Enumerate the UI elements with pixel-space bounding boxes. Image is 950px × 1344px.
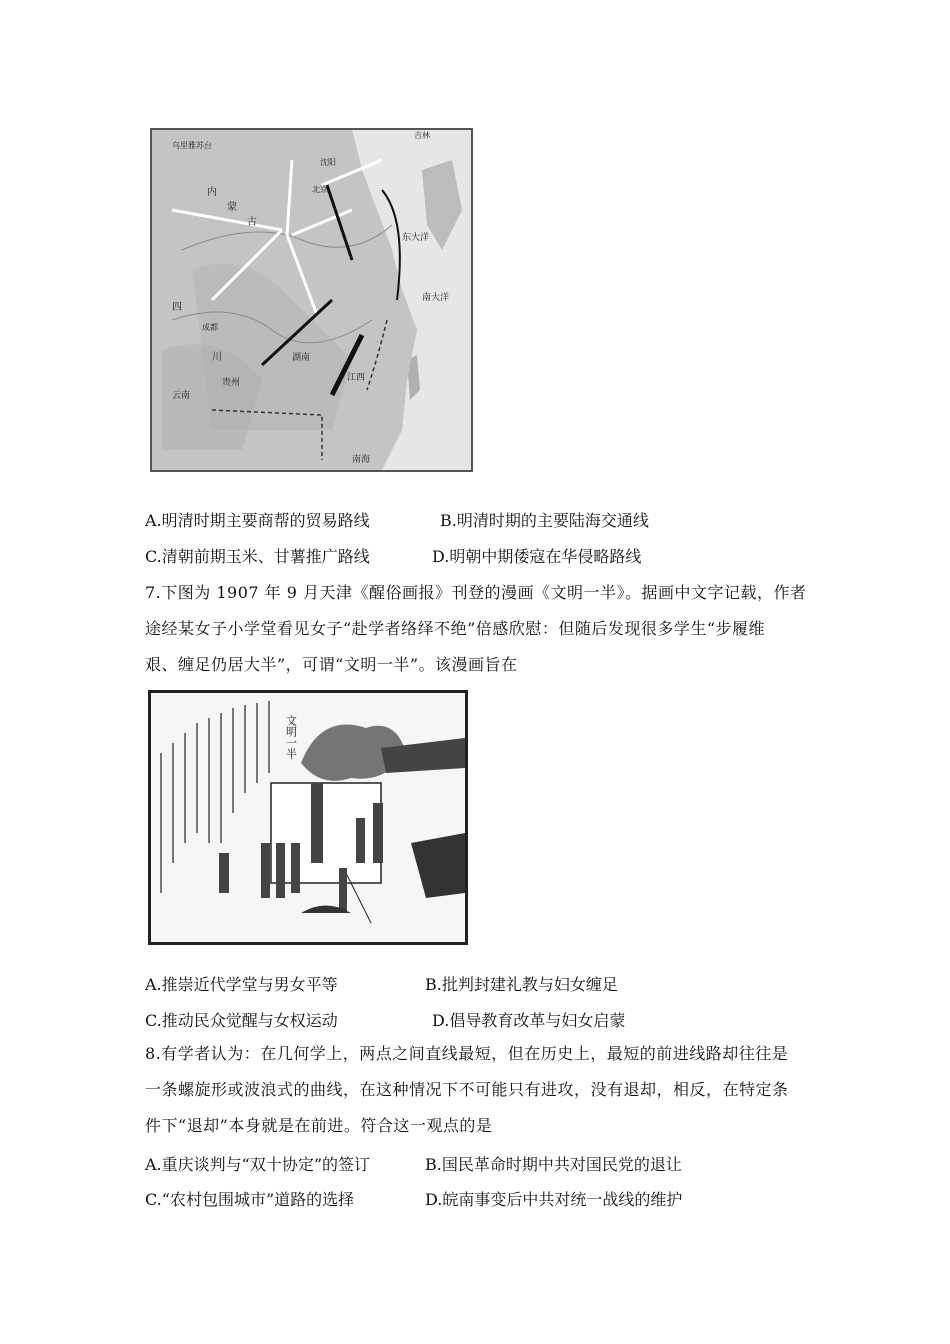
svg-text:四: 四 xyxy=(172,302,182,313)
q7-option-d: D.倡导教育改革与妇女启蒙 xyxy=(432,1011,626,1030)
q8-stem-line-3: 件下“退却”本身就是在前进。符合这一观点的是 xyxy=(145,1116,493,1135)
cartoon-illustration xyxy=(148,690,468,945)
svg-text:吉林: 吉林 xyxy=(414,131,430,140)
map-graphic xyxy=(152,130,471,470)
historical-route-map xyxy=(150,128,473,472)
q6-option-d: D.明朝中期倭寇在华侵略路线 xyxy=(432,547,642,566)
svg-text:成都: 成都 xyxy=(202,323,218,332)
svg-text:云南: 云南 xyxy=(172,391,191,401)
cartoon-graphic xyxy=(151,693,465,942)
q7-stem-line-2: 途经某女子小学堂看见女子“赴学者络绎不绝”倍感欣慰：但随后发现很多学生“步履维 xyxy=(145,619,766,638)
svg-text:北京: 北京 xyxy=(312,185,328,194)
q7-stem-line-3: 艰、缠足仍居大半”，可谓“文明一半”。该漫画旨在 xyxy=(145,655,518,674)
svg-text:沈阳: 沈阳 xyxy=(320,158,336,167)
q8-stem-line-1: 8.有学者认为：在几何学上，两点之间直线最短，但在历史上，最短的前进线路却往往是 xyxy=(145,1044,789,1063)
q7-option-c: C.推动民众觉醒与女权运动 xyxy=(145,1011,338,1030)
svg-text:湖南: 湖南 xyxy=(292,353,311,363)
svg-text:古: 古 xyxy=(247,217,257,228)
q7-option-b: B.批判封建礼教与妇女缠足 xyxy=(425,975,618,994)
cartoon-title: 文明一半 xyxy=(284,715,298,759)
q8-stem-line-2: 一条螺旋形或波浪式的曲线，在这种情况下不可能只有进攻，没有退却，相反，在特定条 xyxy=(145,1080,789,1099)
svg-text:贵州: 贵州 xyxy=(222,378,241,388)
svg-text:江西: 江西 xyxy=(347,373,366,383)
svg-text:东大洋: 东大洋 xyxy=(402,233,430,243)
q7-option-a: A.推崇近代学堂与男女平等 xyxy=(145,975,338,994)
q8-option-d: D.皖南事变后中共对统一战线的维护 xyxy=(425,1190,683,1209)
q6-option-b: B.明清时期的主要陆海交通线 xyxy=(440,511,649,530)
q6-option-c: C.清朝前期玉米、甘薯推广路线 xyxy=(145,547,370,566)
q8-option-a: A.重庆谈判与“双十协定”的签订 xyxy=(145,1155,371,1174)
q8-stem xyxy=(145,1036,813,1144)
q8-option-c: C.“农村包围城市”道路的选择 xyxy=(145,1190,355,1209)
svg-text:蒙: 蒙 xyxy=(227,202,237,213)
label-top-left: 乌里雅苏台 xyxy=(172,141,212,150)
q7-stem xyxy=(145,575,813,683)
q6-option-a: A.明清时期主要商帮的贸易路线 xyxy=(145,511,370,530)
q7-stem-line-1: 7.下图为 1907 年 9 月天津《醒俗画报》刊登的漫画《文明一半》。据画中文字记载，作者 xyxy=(145,583,807,602)
svg-text:川: 川 xyxy=(212,352,222,363)
svg-text:南大洋: 南大洋 xyxy=(422,293,450,303)
q8-option-b: B.国民革命时期中共对国民党的退让 xyxy=(425,1155,682,1174)
svg-text:南海: 南海 xyxy=(352,455,371,465)
svg-text:内: 内 xyxy=(207,187,217,198)
